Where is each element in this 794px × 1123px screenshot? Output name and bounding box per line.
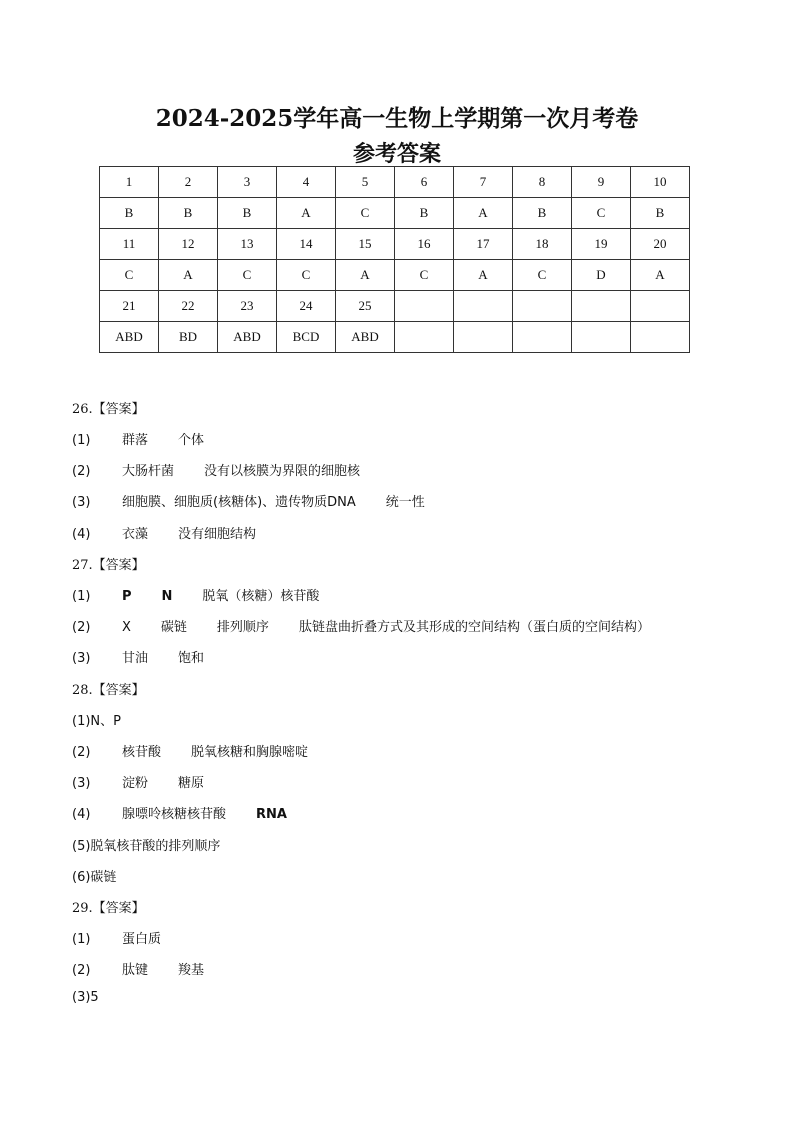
table-cell: BCD [277, 322, 336, 353]
table-cell: B [159, 198, 218, 229]
table-cell: 24 [277, 291, 336, 322]
q29-line-2: (2) 肽键 羧基 [72, 963, 205, 978]
table-row [100, 322, 690, 353]
page-title: 2024-2025学年高一生物上学期第一次月考卷 [155, 105, 639, 132]
q26-line-1: (1) 群落 个体 [72, 433, 205, 448]
table-cell: 17 [454, 229, 513, 260]
table-cell: B [100, 198, 159, 229]
q29-heading: 29.【答案】 [72, 901, 145, 916]
table-cell: 12 [159, 229, 218, 260]
table-cell: B [218, 198, 277, 229]
table-cell: 16 [395, 229, 454, 260]
table-cell: D [572, 260, 631, 291]
table-cell [572, 322, 631, 353]
table-cell: C [218, 260, 277, 291]
table-cell: C [572, 198, 631, 229]
table-cell: 9 [572, 167, 631, 198]
table-cell: ABD [218, 322, 277, 353]
q28-line-2: (2) 核苷酸 脱氧核糖和胸腺嘧啶 [72, 745, 309, 760]
table-row [100, 260, 690, 291]
table-cell [631, 322, 690, 353]
q27-line-3: (3) 甘油 饱和 [72, 651, 205, 666]
table-cell: 8 [513, 167, 572, 198]
table-cell: 19 [572, 229, 631, 260]
table-cell: 11 [100, 229, 159, 260]
q29-line-3: (3)5 [72, 990, 99, 1005]
table-cell: C [513, 260, 572, 291]
table-cell: 4 [277, 167, 336, 198]
table-cell: B [395, 198, 454, 229]
q26-heading: 26.【答案】 [72, 402, 145, 417]
q28-line-3: (3) 淀粉 糖原 [72, 776, 205, 791]
table-cell: 10 [631, 167, 690, 198]
table-cell: 15 [336, 229, 395, 260]
q28-line-5: (5)脱氧核苷酸的排列顺序 [72, 839, 221, 854]
table-cell [631, 291, 690, 322]
q26-line-4: (4) 衣藻 没有细胞结构 [72, 527, 257, 542]
table-cell: C [100, 260, 159, 291]
q27-line-2: (2) X 碳链 排列顺序 肽链盘曲折叠方式及其形成的空间结构（蛋白质的空间结构） [72, 620, 650, 635]
table-cell: A [454, 198, 513, 229]
table-cell: ABD [100, 322, 159, 353]
table-cell: 2 [159, 167, 218, 198]
table-cell: 22 [159, 291, 218, 322]
table-cell [513, 291, 572, 322]
table-cell: B [513, 198, 572, 229]
table-cell: C [395, 260, 454, 291]
table-cell: 13 [218, 229, 277, 260]
table-cell: A [159, 260, 218, 291]
q28-line-4: (4) 腺嘌呤核糖核苷酸 RNA [72, 807, 287, 822]
table-cell: A [454, 260, 513, 291]
table-cell: C [277, 260, 336, 291]
table-cell: A [336, 260, 395, 291]
table-cell: 23 [218, 291, 277, 322]
q28-heading: 28.【答案】 [72, 683, 145, 698]
table-cell: C [336, 198, 395, 229]
table-row [100, 291, 690, 322]
table-cell [572, 291, 631, 322]
table-cell: A [631, 260, 690, 291]
table-cell: 14 [277, 229, 336, 260]
table-cell: A [277, 198, 336, 229]
table-cell [395, 291, 454, 322]
table-cell: 6 [395, 167, 454, 198]
q28-line-1: (1)N、P [72, 714, 121, 729]
table-row [100, 167, 690, 198]
table-cell: BD [159, 322, 218, 353]
page-subtitle: 参考答案 [352, 141, 441, 167]
table-cell [454, 322, 513, 353]
q29-line-1: (1) 蛋白质 [72, 932, 162, 947]
q28-line-6: (6)碳链 [72, 870, 117, 885]
table-row [100, 229, 690, 260]
table-cell: 21 [100, 291, 159, 322]
table-cell [513, 322, 572, 353]
q26-line-3: (3) 细胞膜、细胞质(核糖体)、遗传物质DNA 统一性 [72, 495, 425, 510]
table-cell: 25 [336, 291, 395, 322]
table-cell [454, 291, 513, 322]
table-cell: 20 [631, 229, 690, 260]
table-cell: 5 [336, 167, 395, 198]
q27-line-1: (1) P N 脱氧（核糖）核苷酸 [72, 589, 320, 604]
table-cell: 1 [100, 167, 159, 198]
table-cell: 18 [513, 229, 572, 260]
table-cell [395, 322, 454, 353]
table-cell: B [631, 198, 690, 229]
table-row [100, 198, 690, 229]
q26-line-2: (2) 大肠杆菌 没有以核膜为界限的细胞核 [72, 464, 361, 479]
answer-table [99, 166, 690, 353]
q27-heading: 27.【答案】 [72, 558, 145, 573]
table-cell: 7 [454, 167, 513, 198]
table-cell: ABD [336, 322, 395, 353]
table-cell: 3 [218, 167, 277, 198]
